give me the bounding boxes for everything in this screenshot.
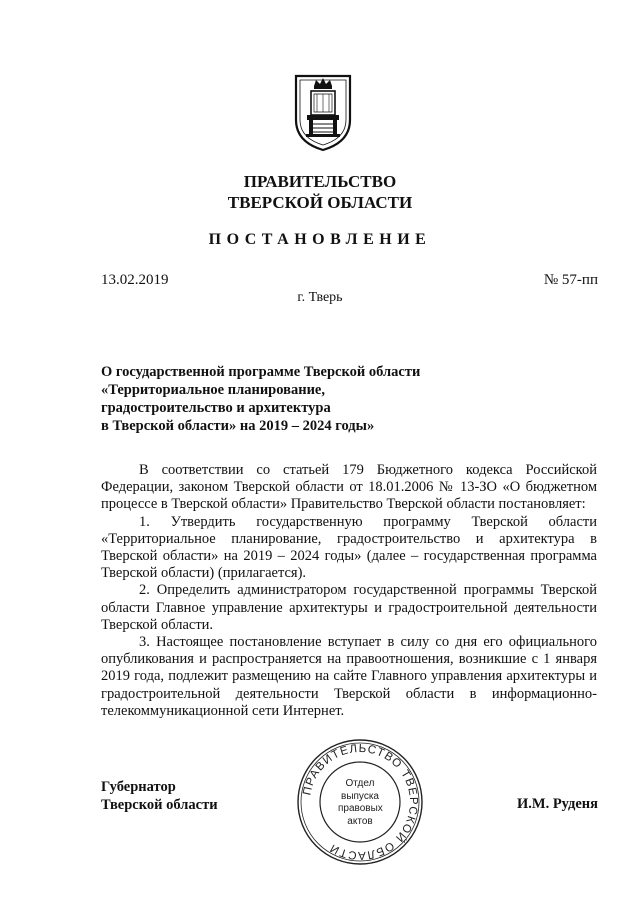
government-title-line1: ПРАВИТЕЛЬСТВО xyxy=(243,172,397,191)
document-number: № 57-пп xyxy=(543,272,598,288)
tver-coat-of-arms-icon xyxy=(292,72,354,152)
government-title-line2: ТВЕРСКОЙ ОБЛАСТИ xyxy=(227,193,413,212)
signatory-name: И.М. Руденя xyxy=(516,796,598,812)
stamp-center-line: Отдел xyxy=(345,778,375,789)
stamp-center-line: выпуска xyxy=(341,790,379,802)
document-type-heading: ПОСТАНОВЛЕНИЕ xyxy=(208,231,432,248)
subject-line: градостроительство и архитектура xyxy=(101,400,331,416)
body-paragraph: 2. Определить администратором государственной программы Тверской области Главное управление архитектуры и градостроительной деятельности Тверской области. xyxy=(101,582,597,633)
document-date: 13.02.2019 xyxy=(101,272,169,288)
body-paragraph: В соответствии со статьей 179 Бюджетного кодекса Российской Федерации, законом Тверской области от 18.01.2006 № 13-ЗО «О бюджетном процессе в Тверской области» Правительство Тверской области постановляет: xyxy=(101,462,597,513)
document-city: г. Тверь xyxy=(297,290,343,305)
stamp-center-text xyxy=(338,778,382,828)
body-paragraph: 3. Настоящее постановление вступает в силу со дня его официального опубликования и распространяется на правоотношения, возникшие с 1 января 2019 года, подлежит размещению на сайте Главного управления архитектуры и градостроительной деятельности Тверской области в информационно-телекоммуникационной сети Интернет. xyxy=(101,634,597,719)
document-body xyxy=(101,462,597,720)
stamp-center-line: актов xyxy=(347,815,373,827)
subject-line: «Территориальное планирование, xyxy=(101,382,325,398)
signatory-position-line: Губернатор xyxy=(101,779,176,795)
body-paragraph: 1. Утвердить государственную программу Тверской области «Территориальное планирование, градостроительство и архитектура в Тверской области» на 2019 – 2024 годы» (далее – государственная программа Тверской области) (прилагается). xyxy=(101,513,597,582)
signatory-position xyxy=(101,778,218,814)
subject-line: в Тверской области» на 2019 – 2024 годы» xyxy=(101,418,375,434)
document-subject xyxy=(101,363,431,435)
signatory-position-line: Тверской области xyxy=(101,797,218,813)
stamp-center-line: правовых xyxy=(338,803,383,814)
subject-line: О государственной программе Тверской области xyxy=(101,364,421,380)
stamp-ring-text: ПРАВИТЕЛЬСТВО ТВЕРСКОЙ ОБЛАСТИ xyxy=(301,742,420,862)
